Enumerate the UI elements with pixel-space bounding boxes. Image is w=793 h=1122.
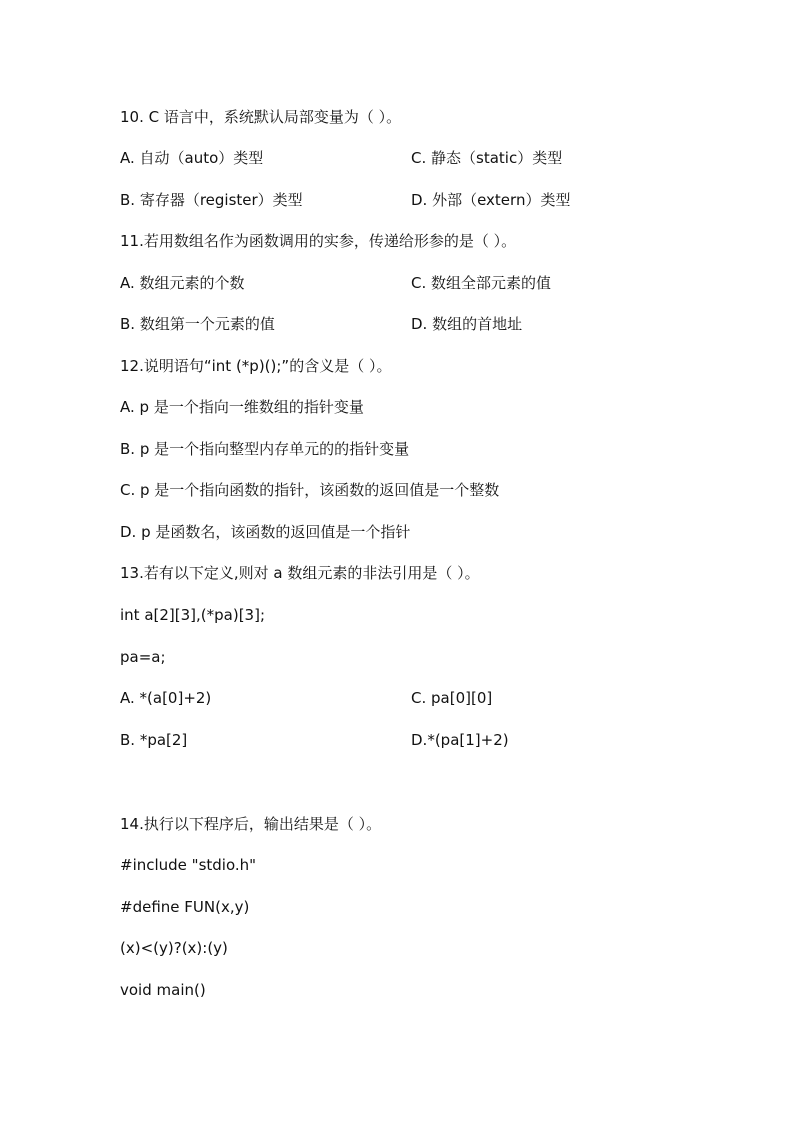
q14-code-line-2: #define FUN(x,y)	[120, 898, 250, 916]
question-11-options-row2	[120, 314, 793, 334]
question-10-options-row1	[120, 148, 793, 168]
q13-option-d: D.*(pa[1]+2)	[411, 731, 509, 749]
question-13-stem: 13.若有以下定义,则对 a 数组元素的非法引用是（ ）。	[120, 564, 480, 582]
q10-option-a: A. 自动（auto）类型	[120, 149, 264, 167]
q14-code-line-1: #include "stdio.h"	[120, 856, 257, 874]
q13-option-a: A. *(a[0]+2)	[120, 689, 212, 707]
q11-option-a: A. 数组元素的个数	[120, 274, 245, 292]
question-14-stem: 14.执行以下程序后，输出结果是（ ）。	[120, 815, 382, 833]
q12-option-d: D. p 是函数名，该函数的返回值是一个指针	[120, 523, 411, 541]
q12-option-a: A. p 是一个指向一维数组的指针变量	[120, 398, 364, 416]
q13-code-line-1: int a[2][3],(*pa)[3];	[120, 606, 265, 624]
q11-option-d: D. 数组的首地址	[411, 315, 523, 333]
q10-option-b: B. 寄存器（register）类型	[120, 191, 303, 209]
q13-code-line-2: pa=a;	[120, 648, 166, 666]
q13-option-c: C. pa[0][0]	[411, 689, 493, 707]
question-13-options-row1	[120, 688, 793, 708]
q13-option-b: B. *pa[2]	[120, 731, 188, 749]
question-11-stem: 11.若用数组名作为函数调用的实参，传递给形参的是（ ）。	[120, 232, 517, 250]
q12-option-b: B. p 是一个指向整型内存单元的的指针变量	[120, 440, 410, 458]
q10-option-c: C. 静态（static）类型	[411, 149, 563, 167]
question-10-stem: 10. C 语言中，系统默认局部变量为（ ）。	[120, 108, 402, 126]
q11-option-b: B. 数组第一个元素的值	[120, 315, 275, 333]
question-13-options-row2	[120, 730, 793, 750]
question-12-stem: 12.说明语句“int (*p)();”的含义是（ ）。	[120, 357, 392, 375]
question-10-options-row2	[120, 190, 793, 210]
q14-code-line-4: void main()	[120, 981, 206, 999]
q10-option-d: D. 外部（extern）类型	[411, 191, 571, 209]
q12-option-c: C. p 是一个指向函数的指针，该函数的返回值是一个整数	[120, 481, 500, 499]
question-11-options-row1	[120, 273, 793, 293]
q14-code-line-3: (x)<(y)?(x):(y)	[120, 939, 228, 957]
q11-option-c: C. 数组全部元素的值	[411, 274, 552, 292]
